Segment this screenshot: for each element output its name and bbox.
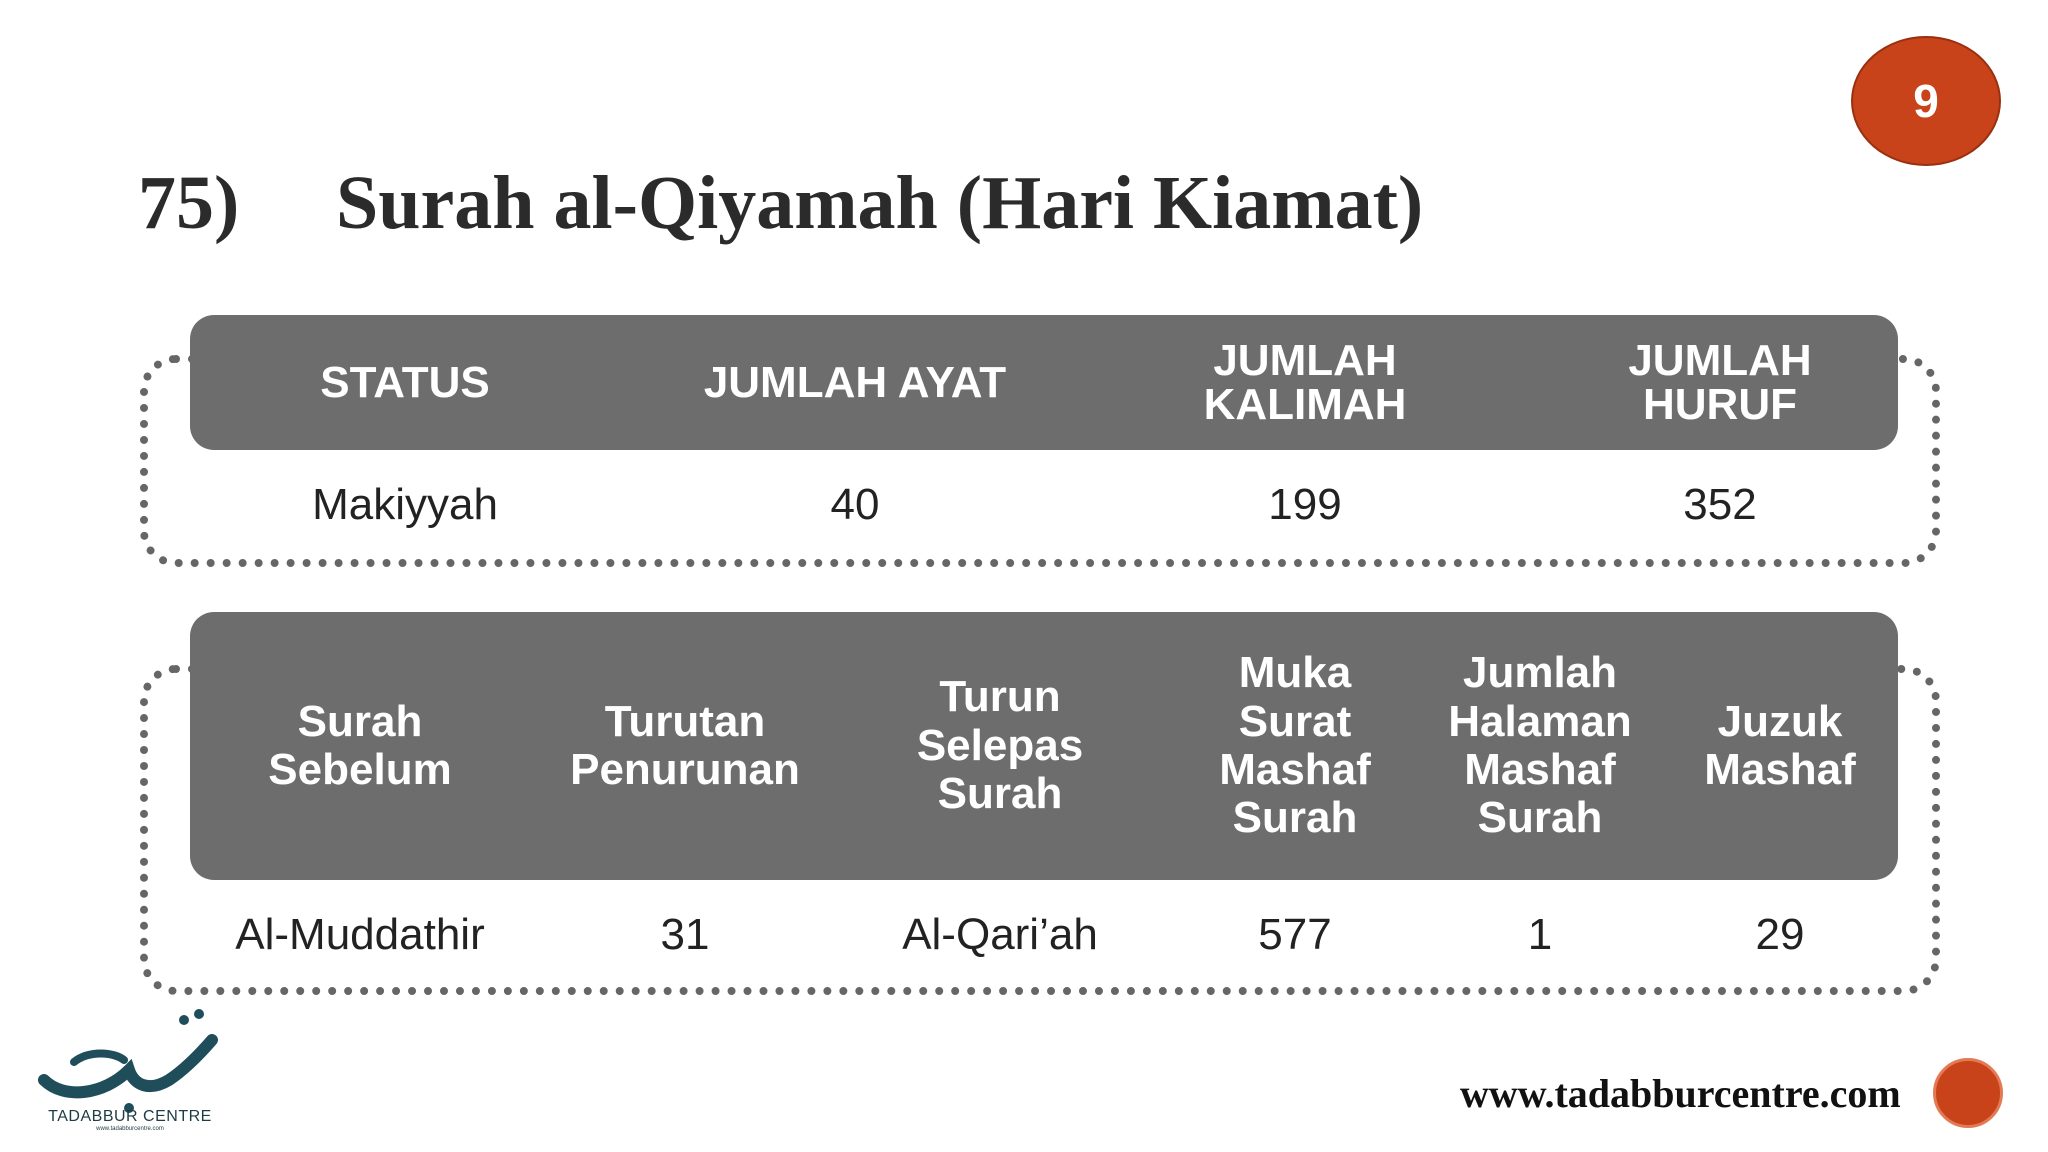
value-jumlah-halaman: 1	[1527, 910, 1553, 959]
logo-subcaption: www.tadabburcentre.com	[96, 1126, 164, 1132]
value-turun-selepas-surah: Al-Qari’ah	[902, 910, 1098, 959]
value-turutan-penurunan: 31	[660, 910, 710, 959]
header-jumlah-kalimah: JUMLAH KALIMAH	[1203, 335, 1407, 429]
value-juzuk-mashaf: 29	[1755, 910, 1805, 959]
header-jumlah-halaman: Jumlah Halaman Mashaf Surah	[1448, 648, 1632, 843]
header-juzuk-mashaf: Juzuk Mashaf	[1704, 696, 1856, 794]
logo-caption: TADABBUR CENTRE	[48, 1108, 212, 1125]
header-jumlah-huruf: JUMLAH HURUF	[1628, 335, 1812, 429]
website-link[interactable]: www.tadabburcentre.com	[1460, 1071, 1901, 1116]
value-jumlah-ayat: 40	[830, 480, 880, 529]
header-surah-sebelum: Surah Sebelum	[268, 696, 452, 794]
corner-seal-icon	[1933, 1058, 2003, 1128]
value-jumlah-kalimah: 199	[1268, 480, 1342, 529]
header-turun-selepas-surah: Turun Selepas Surah	[916, 672, 1084, 819]
value-status: Makiyyah	[312, 480, 498, 529]
page-number-badge: 9	[1851, 36, 2001, 166]
header-jumlah-ayat: JUMLAH AYAT	[703, 357, 1007, 407]
value-surah-sebelum: Al-Muddathir	[235, 910, 485, 959]
surah-number: 75)	[138, 161, 240, 245]
value-muka-surat: 577	[1258, 910, 1332, 959]
value-jumlah-huruf: 352	[1683, 480, 1757, 529]
header-turutan-penurunan: Turutan Penurunan	[570, 696, 800, 794]
header-muka-surat: Muka Surat Mashaf Surah	[1219, 648, 1371, 843]
header-status: STATUS	[320, 357, 490, 407]
surah-title: Surah al-Qiyamah (Hari Kiamat)	[336, 161, 1424, 245]
